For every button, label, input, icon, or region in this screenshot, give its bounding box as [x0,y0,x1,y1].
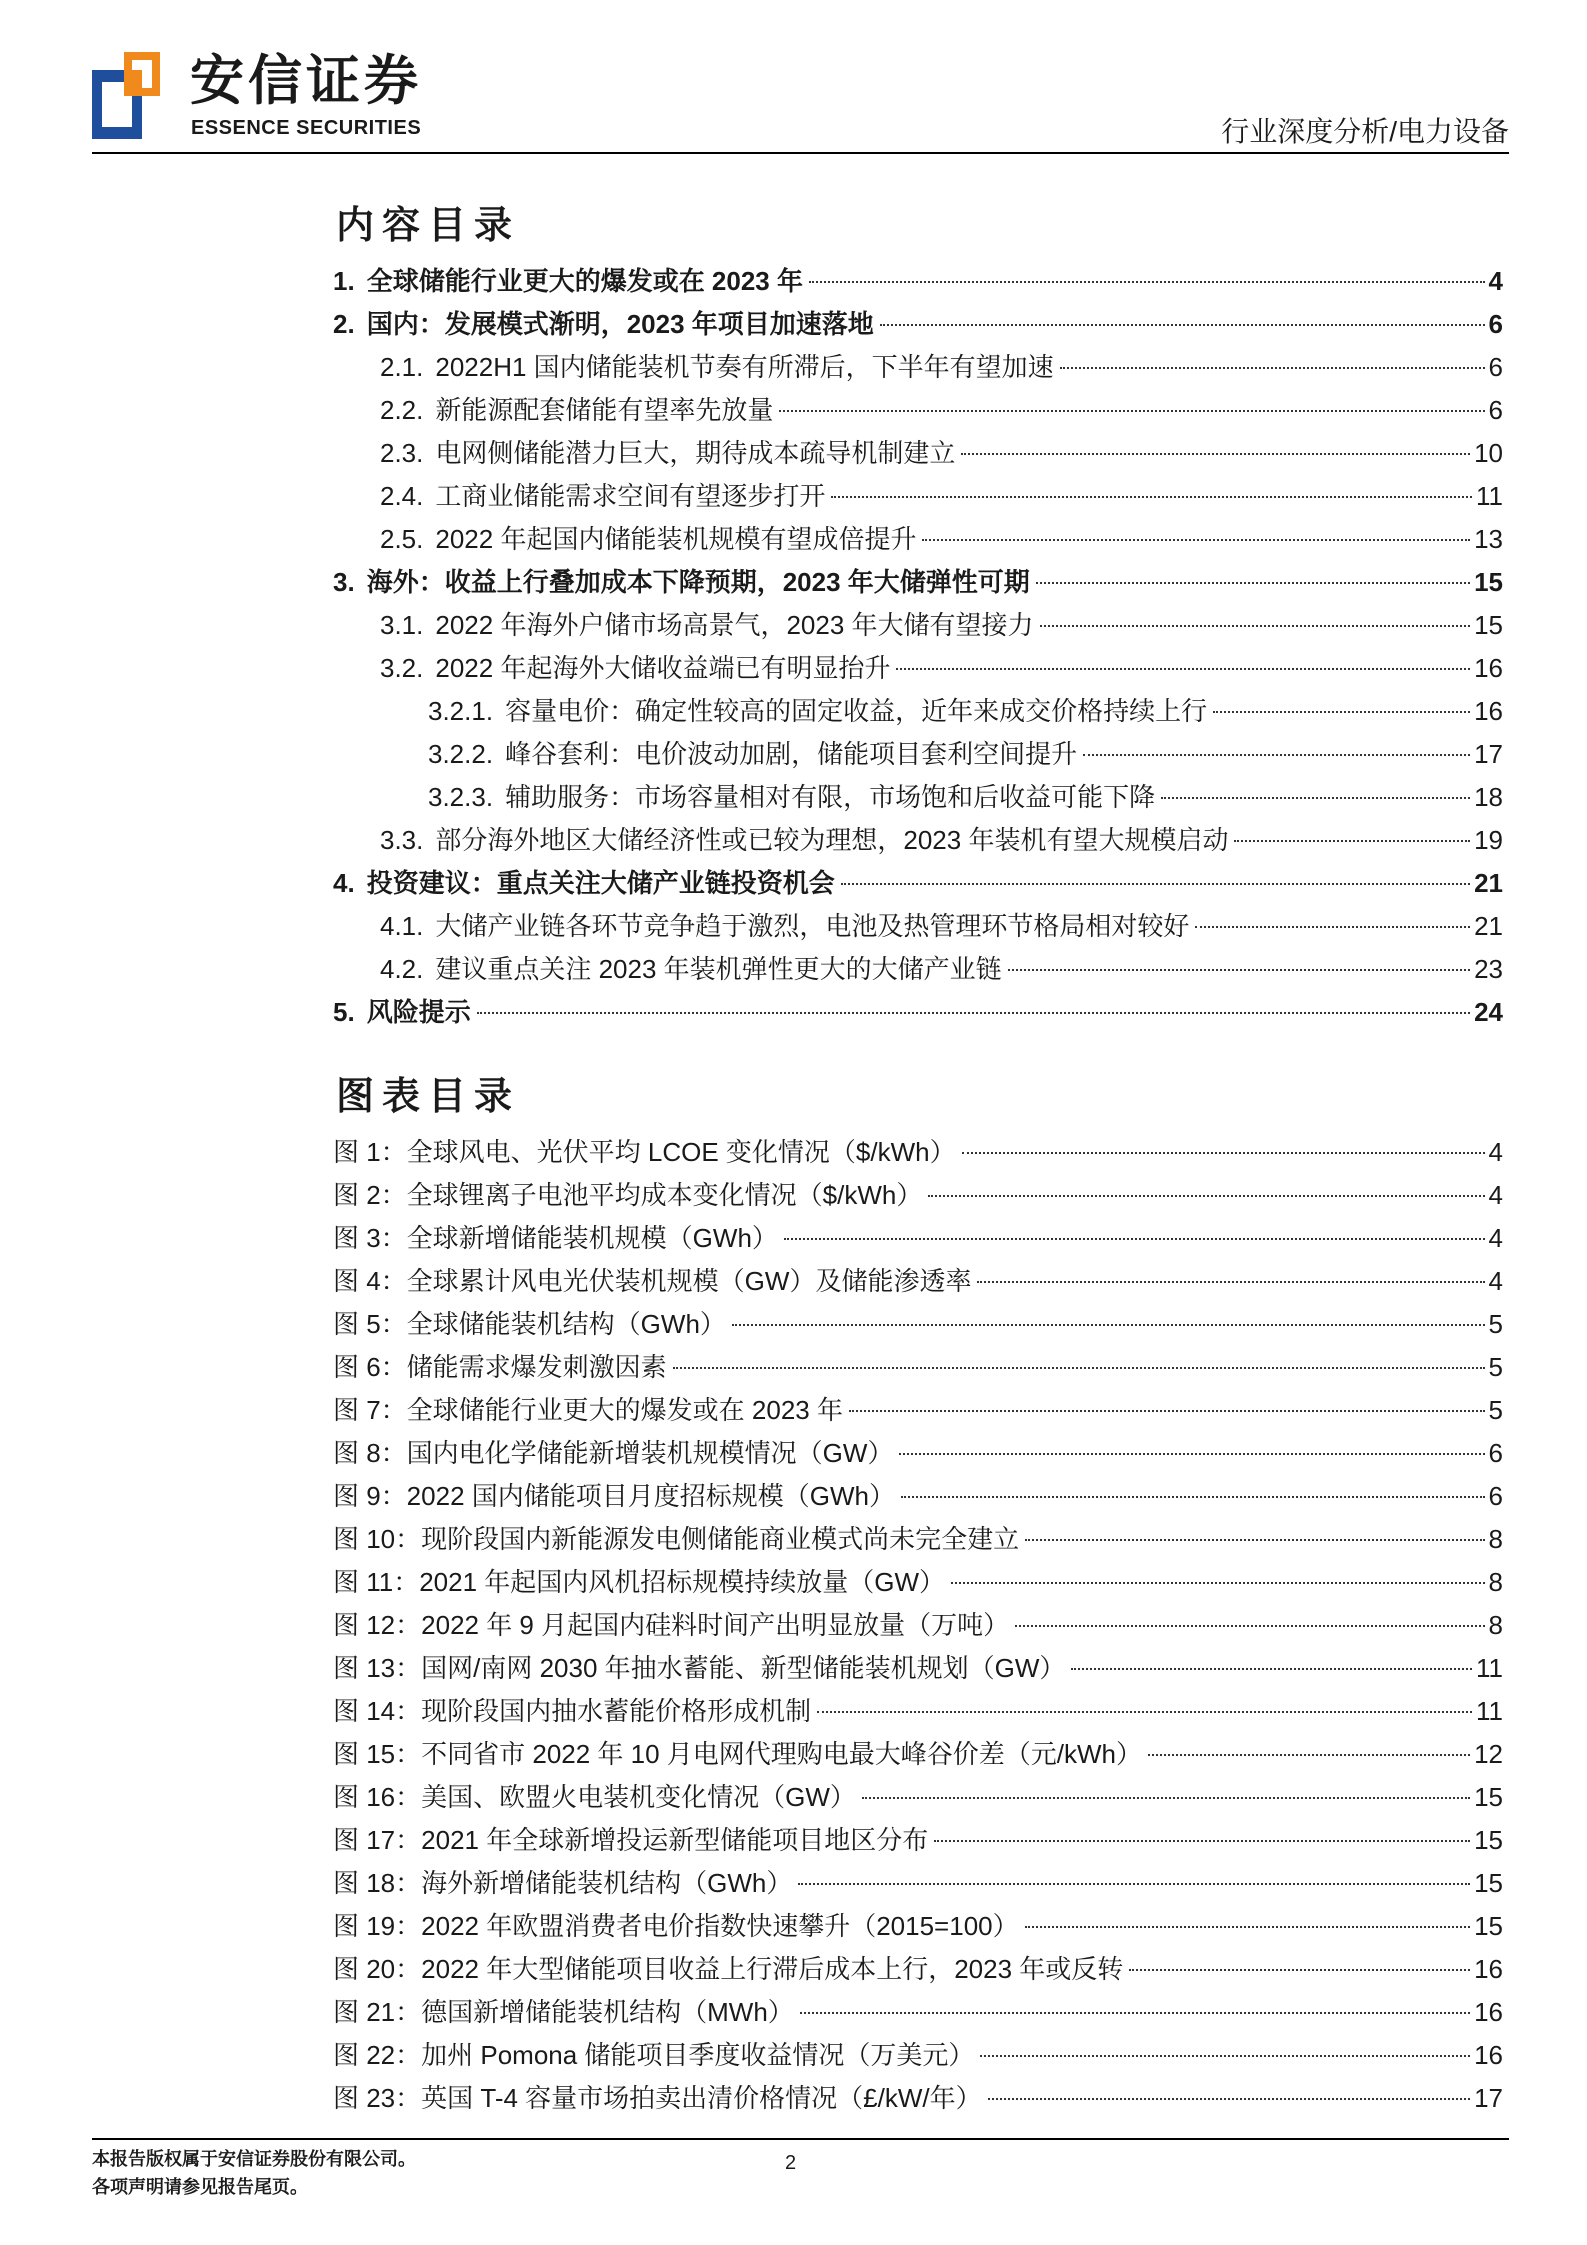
dot-leader [800,2012,1470,2014]
figure-entry-text: 图 14：现阶段国内抽水蓄能价格形成机制 [333,1696,812,1726]
dot-leader [673,1367,1485,1369]
dot-leader [798,1883,1470,1885]
figure-entry-text: 图 9：2022 国内储能项目月度招标规模（GWh） [333,1481,895,1511]
figure-entry-page: 5 [1488,1352,1503,1382]
figure-entry-page: 4 [1488,1180,1503,1210]
figure-entry[interactable] [333,1948,1503,1991]
dot-leader [1025,1926,1470,1928]
toc-entry-number: 2.4. [380,481,424,511]
toc-entry-page: 13 [1474,524,1503,554]
dot-leader [988,2098,1470,2100]
toc-entry-page: 21 [1474,911,1503,941]
toc-entry-text: 部分海外地区大储经济性或已较为理想，2023 年装机有望大规模启动 [435,825,1229,855]
essence-logo-icon [92,52,160,139]
toc-entry[interactable] [333,905,1503,948]
figure-entry-page: 12 [1474,1739,1503,1769]
toc-entry-page: 16 [1474,696,1503,726]
toc-entry-text: 工商业储能需求空间有望逐步打开 [435,481,826,511]
toc-entry-number: 4.1. [380,911,424,941]
figure-entry-page: 4 [1488,1223,1503,1253]
toc-entry-number: 4. [333,868,355,898]
figure-entry-page: 8 [1488,1524,1503,1554]
footer-divider [92,2138,1509,2140]
figure-entry-text: 图 6：储能需求爆发刺激因素 [333,1352,667,1382]
figure-entry-text: 图 4：全球累计风电光伏装机规模（GW）及储能渗透率 [333,1266,972,1296]
dot-leader [980,2055,1470,2057]
dot-leader [896,668,1470,670]
toc-entry-text: 大储产业链各环节竞争趋于激烈，电池及热管理环节格局相对较好 [435,911,1190,941]
toc-entry-number: 3. [333,567,355,597]
dot-leader [817,1711,1472,1713]
brand-name-cn: 安信证券 [190,49,422,112]
toc-entry[interactable] [333,604,1503,647]
dot-leader [1036,582,1470,584]
toc-entry-number: 2.5. [380,524,424,554]
toc-entry-text: 2022 年起国内储能装机规模有望成倍提升 [435,524,917,554]
figure-entry-page: 15 [1474,1911,1503,1941]
toc-entry[interactable] [333,561,1503,604]
figure-entry-page: 4 [1488,1137,1503,1167]
toc-entry-text: 容量电价：确定性较高的固定收益，近年来成交价格持续上行 [505,696,1208,726]
figure-entry[interactable] [333,1647,1503,1690]
dot-leader [928,1195,1484,1197]
figure-entry[interactable] [333,1217,1503,1260]
report-type: 行业深度分析/电力设备 [1221,116,1509,147]
page-number: 2 [785,2152,797,2174]
toc-entry[interactable] [333,346,1503,389]
dot-leader [1025,1539,1484,1541]
dot-leader [784,1238,1485,1240]
figure-entry-text: 图 1：全球风电、光伏平均 LCOE 变化情况（$/kWh） [333,1137,956,1167]
dot-leader [1148,1754,1470,1756]
toc-entry-number: 4.2. [380,954,424,984]
toc-entry[interactable] [333,948,1503,991]
figure-entry[interactable] [333,2034,1503,2077]
dot-leader [1213,711,1470,713]
dot-leader [962,1152,1485,1154]
dot-leader [732,1324,1485,1326]
toc-entry-text: 2022 年起海外大储收益端已有明显抬升 [435,653,891,683]
toc-entry-text: 建议重点关注 2023 年装机弹性更大的大储产业链 [435,954,1002,984]
figure-entry-page: 16 [1474,1954,1503,1984]
figure-entry-page: 15 [1474,1825,1503,1855]
figure-entry[interactable] [333,1690,1503,1733]
dot-leader [862,1797,1470,1799]
figure-entry-text: 图 13：国网/南网 2030 年抽水蓄能、新型储能装机规划（GW） [333,1653,1066,1683]
figure-entry-text: 图 17：2021 年全球新增投运新型储能项目地区分布 [333,1825,929,1855]
figure-entry-text: 图 15：不同省市 2022 年 10 月电网代理购电最大峰谷价差（元/kWh） [333,1739,1143,1769]
dot-leader [1129,1969,1470,1971]
toc-entry[interactable] [333,819,1503,862]
figure-entry-page: 4 [1488,1266,1503,1296]
figure-entry[interactable] [333,1303,1503,1346]
figure-entry[interactable] [333,1389,1503,1432]
figure-entry-text: 图 21：德国新增储能装机结构（MWh） [333,1997,794,2027]
toc-entry[interactable] [333,733,1503,776]
figure-entry[interactable] [333,1776,1503,1819]
brand-name-en: ESSENCE SECURITIES [191,117,422,139]
toc-entry-text: 电网侧储能潜力巨大，期待成本疏导机制建立 [435,438,956,468]
figure-entry[interactable] [333,1733,1503,1776]
toc-entry-page: 15 [1474,567,1503,597]
footer-copyright: 本报告版权属于安信证券股份有限公司。 [92,2149,416,2169]
toc-entry[interactable] [333,776,1503,819]
toc-entry-page: 16 [1474,653,1503,683]
dot-leader [901,1496,1485,1498]
dot-leader [1083,754,1470,756]
dot-leader [841,883,1470,885]
dot-leader [1008,969,1470,971]
toc-entry-number: 3.2.3. [428,782,494,812]
toc-entry[interactable] [333,475,1503,518]
figure-entry-page: 8 [1488,1610,1503,1640]
dot-leader [1040,625,1471,627]
toc-entry[interactable] [333,862,1503,905]
figure-entry-text: 图 20：2022 年大型储能项目收益上行滞后成本上行，2023 年或反转 [333,1954,1124,1984]
toc-title: 内容目录 [336,203,521,247]
dot-leader [934,1840,1470,1842]
toc-entry-text: 投资建议：重点关注大储产业链投资机会 [366,868,835,898]
figure-entry[interactable] [333,1862,1503,1905]
toc-entry-page: 6 [1488,352,1503,382]
toc-entry-page: 23 [1474,954,1503,984]
dot-leader [1161,797,1470,799]
toc-entry-page: 4 [1488,266,1503,296]
toc-list [333,260,1503,1034]
toc-entry-text: 风险提示 [366,997,471,1027]
toc-entry[interactable] [333,690,1503,733]
toc-entry-text: 海外：收益上行叠加成本下降预期，2023 年大储弹性可期 [366,567,1030,597]
figure-entry-page: 16 [1474,1997,1503,2027]
dot-leader [809,281,1485,283]
toc-entry-page: 11 [1476,481,1503,511]
figure-entry[interactable] [333,1346,1503,1389]
dot-leader [849,1410,1485,1412]
toc-entry-page: 24 [1474,997,1503,1027]
dot-leader [1071,1668,1472,1670]
dot-leader [1060,367,1485,369]
figure-entry-text: 图 5：全球储能装机结构（GWh） [333,1309,726,1339]
figure-entry-page: 6 [1488,1438,1503,1468]
toc-entry-page: 15 [1474,610,1503,640]
toc-entry[interactable] [333,647,1503,690]
figure-entry-text: 图 22：加州 Pomona 储能项目季度收益情况（万美元） [333,2040,975,2070]
toc-entry-text: 峰谷套利：电价波动加剧，储能项目套利空间提升 [505,739,1078,769]
figure-entry[interactable] [333,1174,1503,1217]
toc-entry-text: 2022H1 国内储能装机节奏有所滞后，下半年有望加速 [435,352,1054,382]
toc-entry-number: 5. [333,997,355,1027]
dot-leader [1234,840,1470,842]
dot-leader [1015,1625,1484,1627]
dot-leader [951,1582,1484,1584]
dot-leader [477,1012,1470,1014]
figure-entry-text: 图 23：英国 T-4 容量市场拍卖出清价格情况（£/kW/年） [333,2083,982,2113]
toc-entry-number: 3.3. [380,825,424,855]
figure-entry[interactable] [333,1432,1503,1475]
toc-entry-text: 2022 年海外户储市场高景气，2023 年大储有望接力 [435,610,1034,640]
figure-entry-page: 16 [1474,2040,1503,2070]
toc-entry[interactable] [333,432,1503,475]
toc-entry-text: 新能源配套储能有望率先放量 [435,395,774,425]
toc-entry-number: 1. [333,266,355,296]
toc-entry-number: 3.1. [380,610,424,640]
toc-entry-number: 2.2. [380,395,424,425]
figure-entry-page: 15 [1474,1782,1503,1812]
figure-entry[interactable] [333,1905,1503,1948]
figure-entry[interactable] [333,1991,1503,2034]
dot-leader [922,539,1470,541]
dot-leader [831,496,1472,498]
figure-entry-text: 图 7：全球储能行业更大的爆发或在 2023 年 [333,1395,843,1425]
figure-entry-page: 11 [1476,1696,1503,1726]
toc-entry-number: 3.2.1. [428,696,494,726]
toc-entry-text: 国内：发展模式渐明，2023 年项目加速落地 [366,309,874,339]
toc-entry-page: 21 [1474,868,1503,898]
figure-entry[interactable] [333,1131,1503,1174]
toc-entry-text: 全球储能行业更大的爆发或在 2023 年 [366,266,803,296]
figure-entry[interactable] [333,1604,1503,1647]
dot-leader [880,324,1485,326]
figure-entry-text: 图 18：海外新增储能装机结构（GWh） [333,1868,793,1898]
toc-entry-number: 3.2.2. [428,739,494,769]
figure-entry-text: 图 16：美国、欧盟火电装机变化情况（GW） [333,1782,856,1812]
figure-entry-page: 5 [1488,1309,1503,1339]
figure-entry-page: 6 [1488,1481,1503,1511]
toc-entry-page: 10 [1474,438,1503,468]
header-divider [92,152,1509,154]
dot-leader [779,410,1484,412]
toc-entry-page: 19 [1474,825,1503,855]
figure-entry-text: 图 8：国内电化学储能新增装机规模情况（GW） [333,1438,894,1468]
toc-entry[interactable] [333,303,1503,346]
footer-disclaimer: 各项声明请参见报告尾页。 [92,2177,308,2197]
dot-leader [1195,926,1470,928]
figure-entry-text: 图 19：2022 年欧盟消费者电价指数快速攀升（2015=100） [333,1911,1019,1941]
toc-entry-page: 6 [1488,309,1503,339]
toc-entry-number: 2. [333,309,355,339]
toc-entry[interactable] [333,260,1503,303]
figure-entry-page: 17 [1474,2083,1503,2113]
figure-entry-page: 8 [1488,1567,1503,1597]
toc-entry-page: 6 [1488,395,1503,425]
figure-entry-text: 图 11：2021 年起国内风机招标规模持续放量（GW） [333,1567,946,1597]
figures-title: 图表目录 [336,1074,521,1118]
toc-entry-page: 18 [1474,782,1503,812]
figure-entry[interactable] [333,1518,1503,1561]
toc-entry-number: 2.1. [380,352,424,382]
figure-entry-page: 11 [1476,1653,1503,1683]
figure-entry[interactable] [333,2077,1503,2120]
toc-entry[interactable] [333,991,1503,1034]
toc-entry-page: 17 [1474,739,1503,769]
toc-entry-number: 3.2. [380,653,424,683]
figure-entry-text: 图 3：全球新增储能装机规模（GWh） [333,1223,778,1253]
toc-entry-text: 辅助服务：市场容量相对有限，市场饱和后收益可能下降 [505,782,1156,812]
figures-list [333,1131,1503,2120]
toc-entry-number: 2.3. [380,438,424,468]
figure-entry[interactable] [333,1819,1503,1862]
figure-entry-page: 15 [1474,1868,1503,1898]
figure-entry-text: 图 10：现阶段国内新能源发电侧储能商业模式尚未完全建立 [333,1524,1020,1554]
figure-entry-page: 5 [1488,1395,1503,1425]
figure-entry-text: 图 2：全球锂离子电池平均成本变化情况（$/kWh） [333,1180,923,1210]
figure-entry-text: 图 12：2022 年 9 月起国内硅料时间产出明显放量（万吨） [333,1610,1010,1640]
toc-entry[interactable] [333,518,1503,561]
toc-entry[interactable] [333,389,1503,432]
figure-entry[interactable] [333,1475,1503,1518]
dot-leader [977,1281,1484,1283]
dot-leader [961,453,1470,455]
figure-entry[interactable] [333,1561,1503,1604]
dot-leader [899,1453,1484,1455]
figure-entry[interactable] [333,1260,1503,1303]
